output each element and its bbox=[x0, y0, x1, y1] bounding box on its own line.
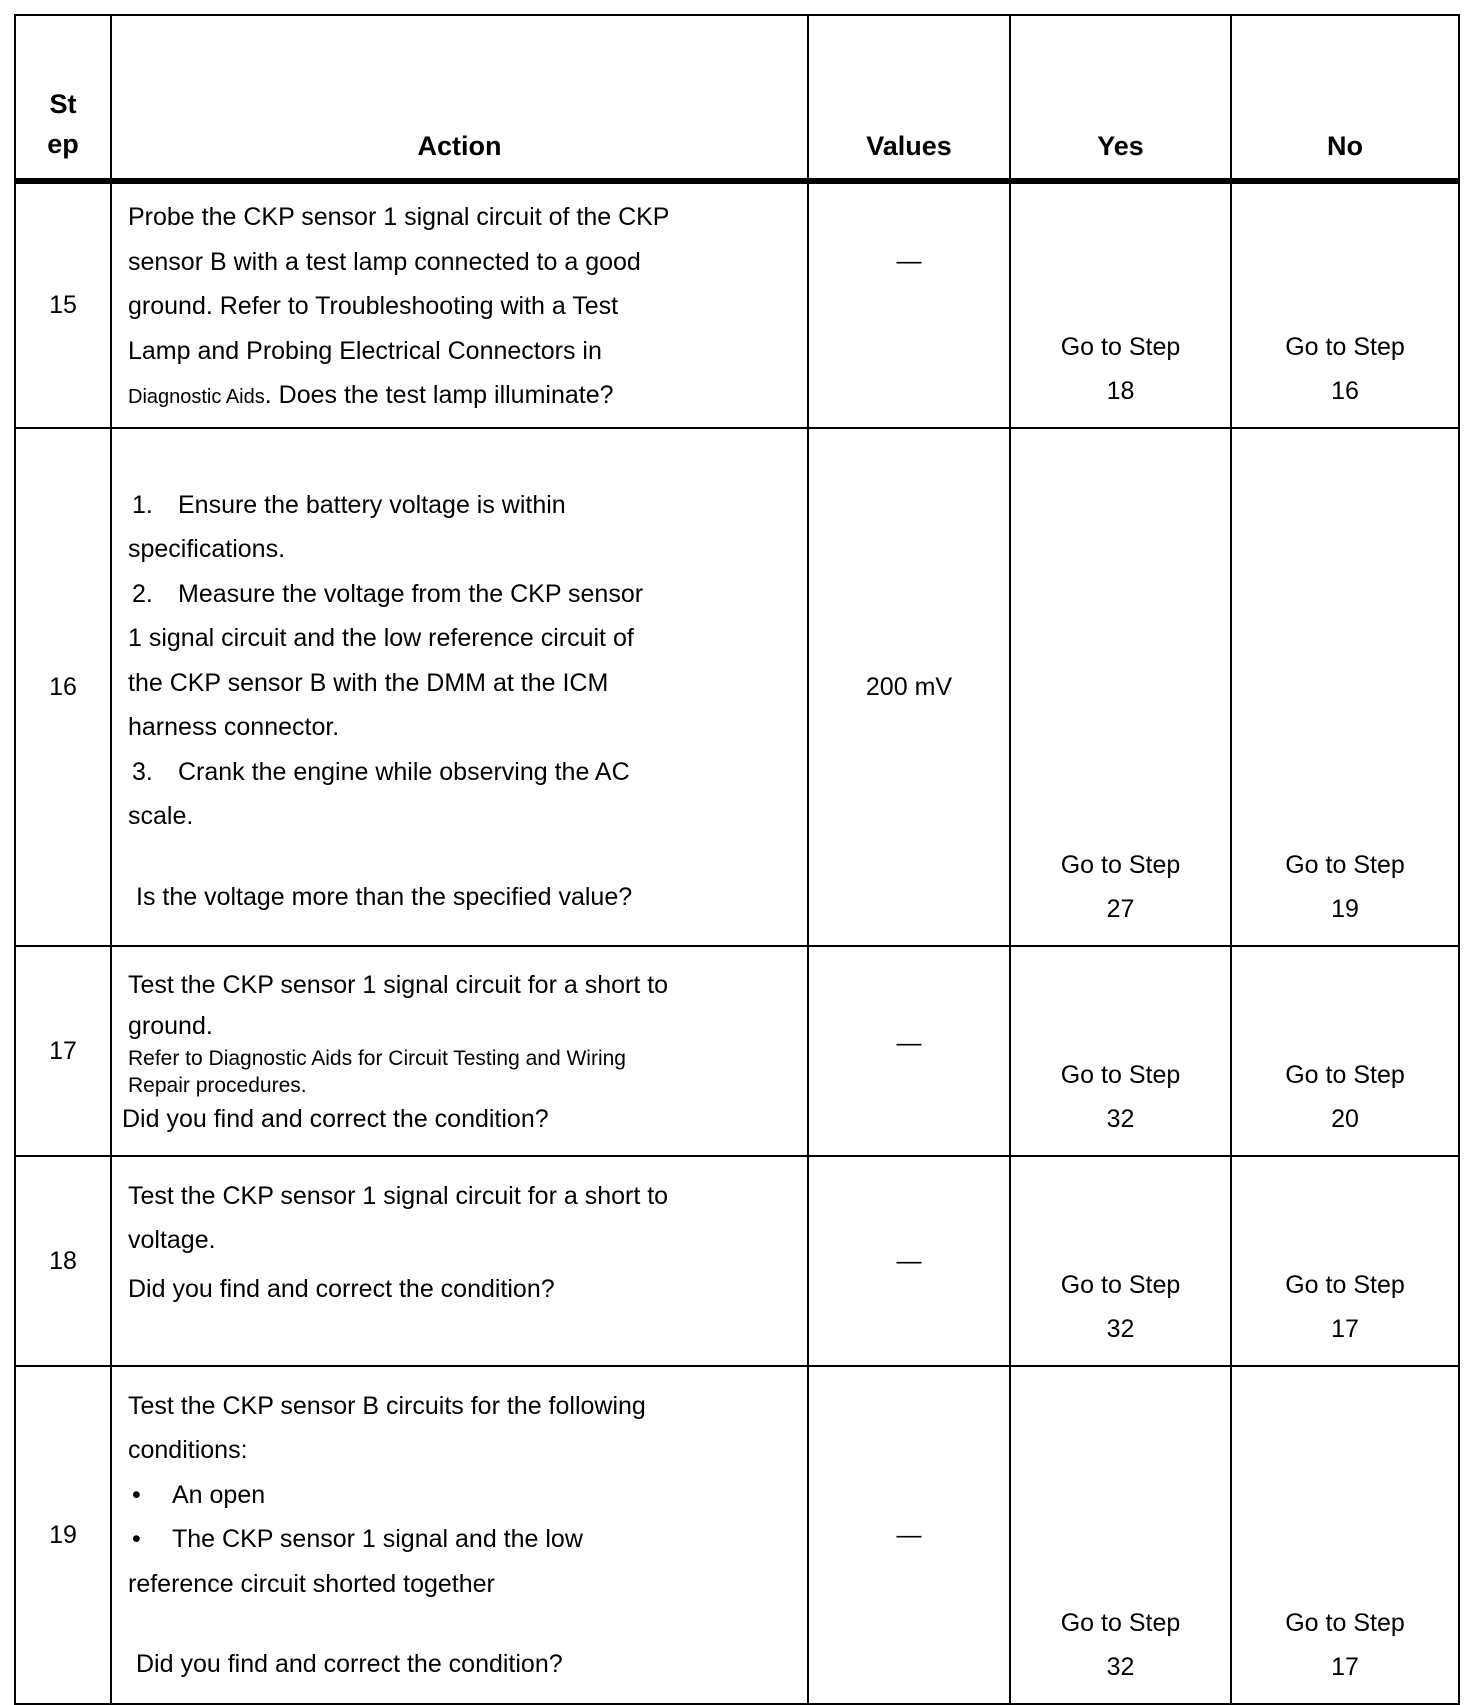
value-cell: — bbox=[808, 1156, 1010, 1366]
step-number: 16 bbox=[15, 428, 111, 946]
no-cell: Go to Step 17 bbox=[1231, 1156, 1459, 1366]
list-item: 2. Measure the voltage from the CKP sensor bbox=[132, 579, 644, 608]
header-row bbox=[15, 15, 1459, 181]
list-item: • An open bbox=[132, 1480, 266, 1509]
yes-cell: Go to Step 27 bbox=[1010, 428, 1231, 946]
action-cell: Test the CKP sensor B circuits for the following conditions: • An open • The CKP sensor 1 signal and the low reference circuit shorted together Did you find and correct the condition? bbox=[111, 1366, 808, 1704]
step-number: 19 bbox=[15, 1366, 111, 1704]
no-cell: Go to Step 17 bbox=[1231, 1366, 1459, 1704]
yes-cell: Go to Step 32 bbox=[1010, 1366, 1231, 1704]
yes-cell: Go to Step 32 bbox=[1010, 1156, 1231, 1366]
reference-link: Diagnostic Aids bbox=[128, 386, 265, 409]
step-number: 15 bbox=[15, 181, 111, 428]
header-step: St ep bbox=[15, 15, 111, 181]
reference-note: Refer to Diagnostic Aids for Circuit Testing and Wiring bbox=[128, 1047, 626, 1071]
yes-cell: Go to Step 18 bbox=[1010, 181, 1231, 428]
header-action: Action bbox=[111, 15, 808, 181]
list-item: 1. Ensure the battery voltage is within bbox=[132, 490, 566, 519]
no-cell: Go to Step 20 bbox=[1231, 946, 1459, 1156]
no-cell: Go to Step 16 bbox=[1231, 181, 1459, 428]
header-values: Values bbox=[808, 15, 1010, 181]
header-no: No bbox=[1231, 15, 1459, 181]
yes-cell: Go to Step 32 bbox=[1010, 946, 1231, 1156]
value-cell: — bbox=[808, 1366, 1010, 1704]
table-row bbox=[15, 946, 1459, 1156]
action-cell: Test the CKP sensor 1 signal circuit for a short to voltage. Did you find and correct the condition? bbox=[111, 1156, 808, 1366]
step-number: 18 bbox=[15, 1156, 111, 1366]
value-cell: — bbox=[808, 946, 1010, 1156]
table-row bbox=[15, 1156, 1459, 1366]
table-row bbox=[15, 1366, 1459, 1704]
action-cell: Probe the CKP sensor 1 signal circuit of the CKP sensor B with a test lamp connected to a good ground. Refer to Troubleshooting with a Test Lamp and Probing Electrical Connectors in Diagnostic Aids. Does the test lamp illuminate? bbox=[111, 181, 808, 428]
list-item: 3. Crank the engine while observing the AC bbox=[132, 757, 630, 786]
action-cell: Test the CKP sensor 1 signal circuit for a short to ground. Refer to Diagnostic Aids for Circuit Testing and Wiring Repair procedures. Did you find and correct the condition? bbox=[111, 946, 808, 1156]
step-number: 17 bbox=[15, 946, 111, 1156]
value-cell: 200 mV bbox=[808, 428, 1010, 946]
action-cell: 1. Ensure the battery voltage is within specifications. 2. Measure the voltage from the CKP sensor 1 signal circuit and the low reference circuit of the CKP sensor B with the DMM at the ICM harness connector. 3. Crank the engine while observing the AC scale. Is the voltage more than the specified value? bbox=[111, 428, 808, 946]
list-item: • The CKP sensor 1 signal and the low bbox=[132, 1525, 583, 1553]
value-cell: — bbox=[808, 181, 1010, 428]
diagnostic-table bbox=[14, 14, 1460, 1705]
no-cell: Go to Step 19 bbox=[1231, 428, 1459, 946]
header-yes: Yes bbox=[1010, 15, 1231, 181]
table-row bbox=[15, 428, 1459, 946]
table-row bbox=[15, 181, 1459, 428]
